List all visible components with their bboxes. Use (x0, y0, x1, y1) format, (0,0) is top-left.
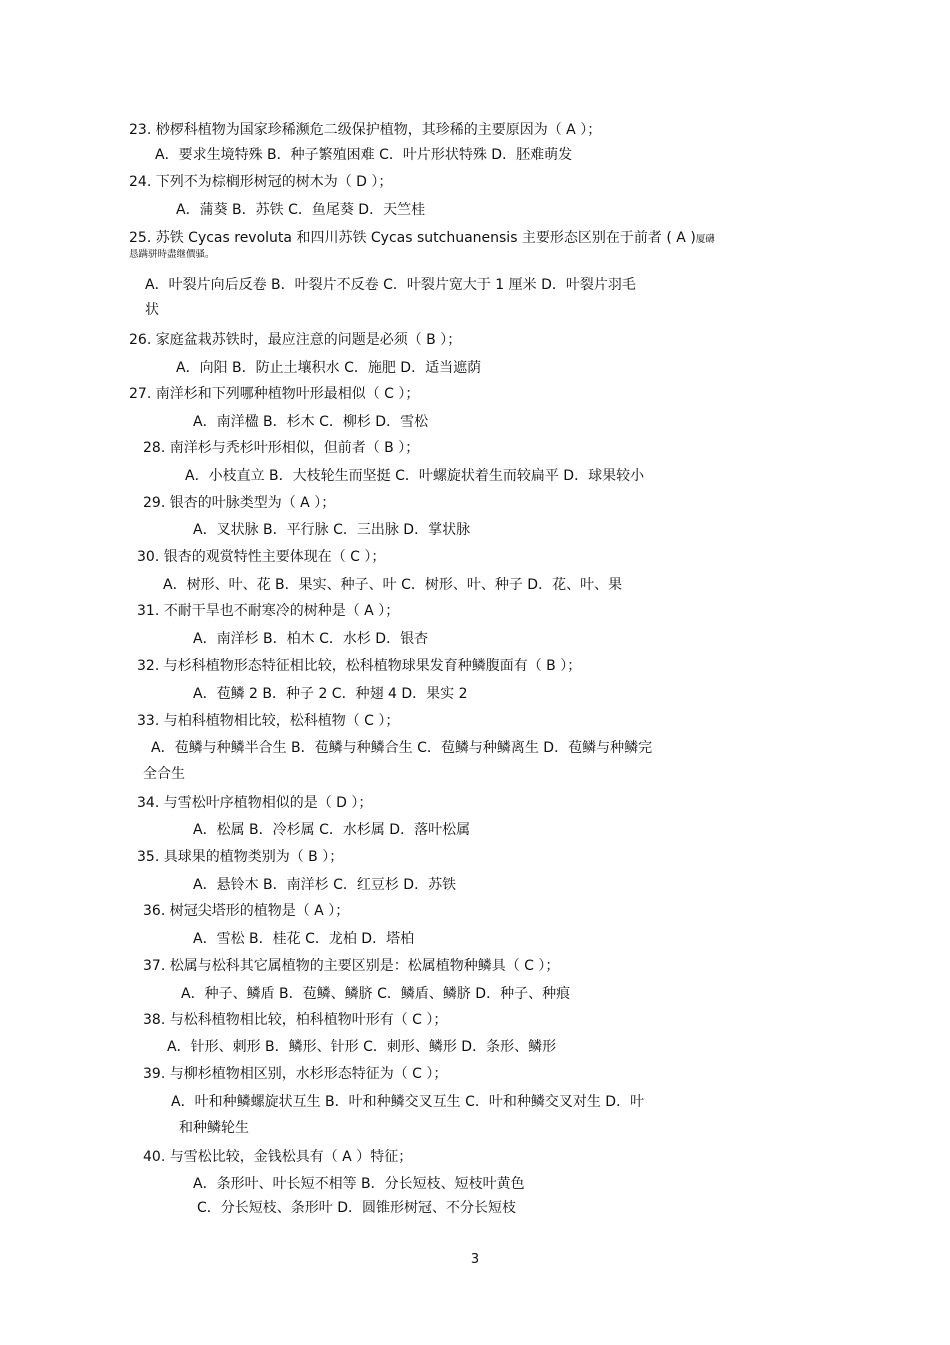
question-30-stem: 30. 银杏的观赏特性主要体现在（ C ）； (137, 549, 386, 565)
question-25-stray-text-2: 恳蹒骈時盡继價骚。 (129, 249, 215, 260)
question-38-options: A．针形、刺形 B．鳞形、针形 C．刺形、鳞形 D．条形、鳞形 (167, 1039, 557, 1055)
question-37-stem: 37. 松属与松科其它属植物的主要区别是：松属植物种鳞具（ C ）； (143, 958, 560, 974)
question-40-options-row-2: C．分长短枝、条形叶 D．圆锥形树冠、不分长短枝 (197, 1200, 517, 1216)
question-37-options: A．种子、鳞盾 B．苞鳞、鳞脐 C．鳞盾、鳞脐 D．种子、种痕 (181, 986, 571, 1002)
question-25-stem (129, 229, 715, 247)
question-27-options: A．南洋楹 B．杉木 C．柳杉 D．雪松 (193, 414, 429, 430)
question-24-options: A．蒲葵 B．苏铁 C．鱼尾葵 D．天竺桂 (176, 202, 426, 218)
question-31-stem: 31. 不耐干旱也不耐寒冷的树种是（ A ）； (137, 603, 400, 619)
question-38-stem: 38. 与松科植物相比较，柏科植物叶形有（ C ）； (143, 1012, 448, 1028)
question-33-stem: 33. 与柏科植物相比较，松科植物（ C ）； (137, 713, 400, 729)
question-35-stem: 35. 具球果的植物类别为（ B ）； (137, 849, 344, 865)
question-39-stem: 39. 与柳杉植物相区别，水杉形态特征为（ C ）； (143, 1066, 448, 1082)
question-39-options: A．叶和种鳞螺旋状互生 B．叶和种鳞交叉互生 C．叶和种鳞交叉对生 D．叶 (171, 1094, 645, 1110)
question-26-options: A．向阳 B．防止土壤积水 C．施肥 D．适当遮荫 (176, 360, 482, 376)
question-27-stem: 27. 南洋杉和下列哪种植物叶形最相似（ C ）； (129, 386, 420, 402)
question-34-stem: 34. 与雪松叶序植物相似的是（ D ）； (137, 795, 373, 811)
question-40-stem: 40. 与雪松比较，金钱松具有（ A ）特征； (143, 1149, 413, 1165)
question-33-options: A．苞鳞与种鳞半合生 B．苞鳞与种鳞合生 C．苞鳞与种鳞离生 D．苞鳞与种鳞完 (151, 740, 653, 756)
question-33-options-wrap: 全合生 (143, 766, 185, 782)
question-34-options: A．松属 B．冷杉属 C．水杉属 D．落叶松属 (193, 822, 471, 838)
question-36-options: A．雪松 B．桂花 C．龙柏 D．塔柏 (193, 931, 415, 947)
question-25-stem-text: 25. 苏铁 Cycas revoluta 和四川苏铁 Cycas sutchuanensis 主要形态区别在于前者 ( A ) (129, 230, 696, 246)
question-25-options: A．叶裂片向后反卷 B．叶裂片不反卷 C．叶裂片宽大于 1 厘米 D．叶裂片羽毛 (145, 277, 636, 293)
question-25-options-wrap: 状 (145, 302, 159, 318)
question-29-options: A．叉状脉 B．平行脉 C．三出脉 D．掌状脉 (193, 522, 471, 538)
question-28-options: A．小枝直立 B．大枝轮生而坚挺 C．叶螺旋状着生而较扁平 D．球果较小 (185, 468, 645, 484)
question-23-options: A．要求生境特殊 B．种子繁殖困难 C．叶片形状特殊 D．胚难萌发 (155, 147, 573, 163)
question-32-options: A．苞鳞 2 B．种子 2 C．种翅 4 D．果实 2 (193, 686, 468, 702)
question-24-stem: 24. 下列不为棕榈形树冠的树木为（ D ）； (129, 174, 393, 190)
question-26-stem: 26. 家庭盆栽苏铁时，最应注意的问题是必须（ B ）； (129, 332, 462, 348)
question-23-stem: 23. 桫椤科植物为国家珍稀濒危二级保护植物，其珍稀的主要原因为（ A ）； (129, 122, 602, 138)
question-31-options: A．南洋杉 B．柏木 C．水杉 D．银杏 (193, 631, 429, 647)
question-25-stray-text: 厦礴 (695, 234, 715, 245)
question-28-stem: 28. 南洋杉与秃杉叶形相似，但前者（ B ）； (143, 440, 420, 456)
question-40-options-row-1: A．条形叶、叶长短不相等 B．分长短枝、短枝叶黄色 (193, 1176, 525, 1192)
question-29-stem: 29. 银杏的叶脉类型为（ A ）； (143, 495, 336, 511)
question-36-stem: 36. 树冠尖塔形的植物是（ A ）； (143, 903, 350, 919)
question-35-options: A．悬铃木 B．南洋杉 C．红豆杉 D．苏铁 (193, 877, 457, 893)
question-39-options-wrap: 和种鳞轮生 (179, 1120, 249, 1136)
page-number: 3 (470, 1252, 480, 1267)
question-32-stem: 32. 与杉科植物形态特征相比较，松科植物球果发育种鳞腹面有（ B ）； (137, 658, 582, 674)
question-30-options: A．树形、叶、花 B．果实、种子、叶 C．树形、叶、种子 D．花、叶、果 (163, 577, 623, 593)
